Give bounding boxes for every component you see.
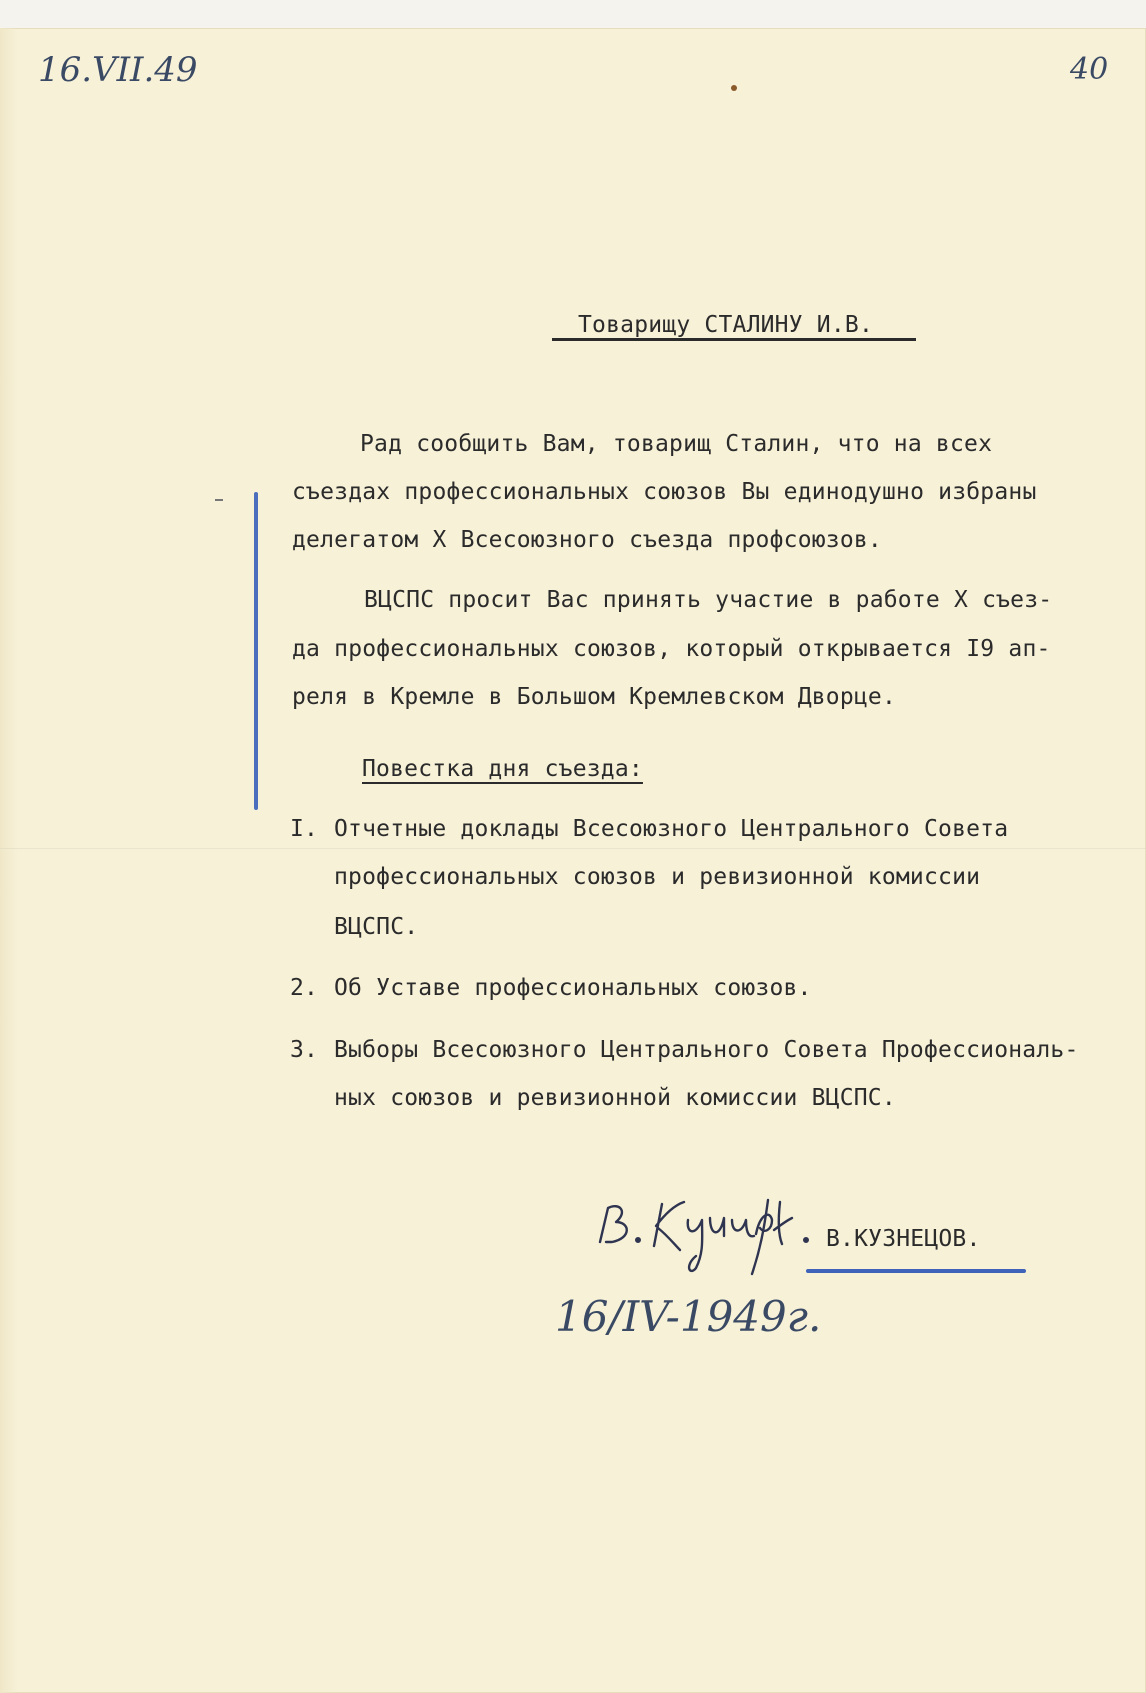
addressee-underline (552, 338, 916, 341)
agenda-item-2-line-1: Об Уставе профессиональных союзов. (334, 975, 812, 1001)
paper-fold (0, 848, 1146, 850)
agenda-item-1-number: I. (290, 816, 319, 842)
paragraph-1-line-3: делегатом X Всесоюзного съезда профсоюзов. (292, 527, 882, 553)
paragraph-1-line-2: съездах профессиональных союзов Вы единодушно избраны (292, 479, 1037, 505)
ink-spot (731, 85, 737, 91)
agenda-item-2-number: 2. (290, 975, 319, 1001)
handwritten-signature (592, 1190, 822, 1290)
addressee: Товарищу СТАЛИНУ И.В. (578, 312, 873, 338)
paragraph-2-line-1: ВЦСПС просит Вас принять участие в работе X съез- (364, 587, 1053, 613)
agenda-item-3-line-2: ных союзов и ревизионной комиссии ВЦСПС. (334, 1085, 896, 1111)
agenda-item-1-line-2: профессиональных союзов и ревизионной комиссии (334, 864, 981, 890)
signature-blue-underline (806, 1269, 1026, 1273)
agenda-item-1-line-3: ВЦСПС. (334, 914, 419, 940)
document-page (0, 28, 1146, 1693)
agenda-item-3-line-1: Выборы Всесоюзного Центрального Совета Профессиональ- (334, 1037, 1079, 1063)
handwritten-date: 16/IV-1949г. (555, 1292, 822, 1341)
paragraph-2-line-2: да профессиональных союзов, который открывается I9 ап- (292, 636, 1051, 662)
pencil-dash (215, 499, 223, 501)
blue-pencil-margin-mark (254, 492, 258, 810)
paragraph-1-line-1: Рад сообщить Вам, товарищ Сталин, что на всех (360, 431, 993, 457)
agenda-item-1-line-1: Отчетные доклады Всесоюзного Центрального Совета (334, 816, 1009, 842)
agenda-heading: Повестка дня съезда: (362, 756, 643, 782)
paragraph-2-line-3: реля в Кремле в Большом Кремлевском Дворце. (292, 684, 897, 710)
page-number: 40 (1070, 52, 1109, 87)
handwritten-top-date: 16.VII.49 (38, 50, 198, 90)
signatory-name: В.КУЗНЕЦОВ. (826, 1226, 981, 1252)
agenda-item-3-number: 3. (290, 1037, 319, 1063)
